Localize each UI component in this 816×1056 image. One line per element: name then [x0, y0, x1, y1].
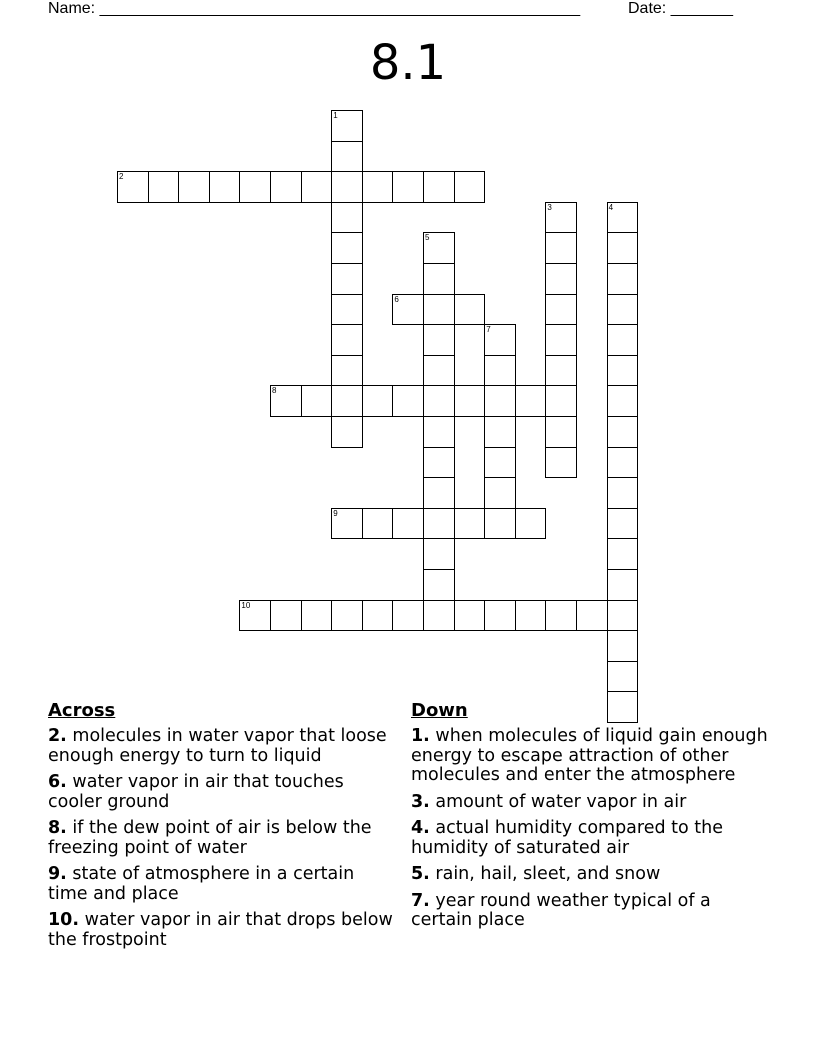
across-clues	[48, 700, 398, 957]
crossword-cell[interactable]	[178, 171, 210, 203]
crossword-cell[interactable]	[607, 202, 639, 234]
clue-number-label: 4	[608, 202, 614, 212]
clue-item	[411, 793, 771, 813]
clue-number: 1.	[411, 726, 430, 746]
crossword-cell[interactable]	[607, 569, 639, 601]
clue-number-label: 5	[425, 233, 430, 243]
clue-text: rain, hail, sleet, and snow	[435, 864, 661, 884]
crossword-cell[interactable]	[607, 600, 639, 632]
clue-number: 2.	[48, 726, 67, 746]
crossword-cell[interactable]	[301, 171, 333, 203]
crossword-cell[interactable]	[607, 416, 639, 448]
crossword-cell[interactable]	[362, 600, 394, 632]
crossword-cell[interactable]	[392, 294, 424, 326]
crossword-cell[interactable]	[331, 385, 363, 417]
crossword-cell[interactable]	[423, 508, 455, 540]
crossword-cell[interactable]	[515, 508, 547, 540]
clue-text: year round weather typical of a certain place	[411, 890, 711, 930]
crossword-cell[interactable]	[454, 294, 486, 326]
crossword-cell[interactable]	[362, 385, 394, 417]
crossword-cell[interactable]	[545, 447, 577, 479]
clue-number-label: 6	[394, 294, 399, 304]
clue-number: 10.	[48, 910, 80, 930]
crossword-cell[interactable]	[484, 385, 516, 417]
crossword-cell[interactable]	[239, 171, 271, 203]
crossword-cell[interactable]	[454, 385, 486, 417]
crossword-cell[interactable]	[545, 416, 577, 448]
crossword-cell[interactable]	[392, 385, 424, 417]
clue-text: when molecules of liquid gain enough energy to escape attraction of other molecules and enter the atmosphere	[411, 726, 768, 785]
clue-text: state of atmosphere in a certain time and place	[48, 864, 355, 904]
crossword-cell[interactable]	[607, 263, 639, 295]
crossword-cell[interactable]	[362, 171, 394, 203]
crossword-cell[interactable]	[484, 508, 516, 540]
crossword-cell[interactable]	[423, 600, 455, 632]
clue-number: 8.	[48, 818, 67, 838]
crossword-cell[interactable]	[484, 355, 516, 387]
crossword-cell[interactable]	[607, 232, 639, 264]
clue-number-label: 9	[333, 508, 338, 518]
crossword-cell[interactable]	[454, 600, 486, 632]
crossword-cell[interactable]	[545, 600, 577, 632]
clue-text: amount of water vapor in air	[435, 791, 687, 812]
clue-number-label: 3	[547, 202, 552, 212]
crossword-cell[interactable]	[484, 416, 516, 448]
crossword-cell[interactable]	[362, 508, 394, 540]
crossword-cell[interactable]	[270, 600, 302, 632]
crossword-cell[interactable]	[515, 385, 547, 417]
clue-item	[48, 911, 398, 950]
crossword-cell[interactable]	[331, 263, 363, 295]
crossword-cell[interactable]	[607, 661, 639, 693]
crossword-cell[interactable]	[423, 385, 455, 417]
crossword-cell[interactable]	[607, 355, 639, 387]
crossword-cell[interactable]	[607, 508, 639, 540]
clue-item	[48, 773, 398, 812]
down-heading: Down	[411, 700, 468, 721]
crossword-cell[interactable]	[392, 171, 424, 203]
crossword-cell[interactable]	[270, 385, 302, 417]
crossword-cell[interactable]	[423, 355, 455, 387]
clue-item	[411, 819, 771, 858]
name-field-label[interactable]: Name: ______________________________________________________	[48, 0, 581, 17]
clue-number: 9.	[48, 864, 67, 884]
crossword-cell[interactable]	[545, 324, 577, 356]
clue-number: 7.	[411, 890, 430, 911]
clue-number: 5.	[411, 864, 430, 884]
clue-number-label: 2	[119, 172, 124, 182]
crossword-cell[interactable]	[545, 202, 577, 234]
crossword-cell[interactable]	[301, 600, 333, 632]
clue-number: 6.	[48, 772, 67, 792]
crossword-cell[interactable]	[148, 171, 180, 203]
clue-number: 3.	[411, 791, 430, 812]
clue-number-label: 10	[241, 600, 251, 610]
clue-text: water vapor in air that drops below the frostpoint	[48, 910, 393, 950]
crossword-cell[interactable]	[423, 232, 455, 264]
crossword-cell[interactable]	[331, 355, 363, 387]
clue-item	[48, 865, 398, 904]
crossword-cell[interactable]	[331, 110, 363, 142]
clue-number: 4.	[411, 818, 430, 838]
clue-text: water vapor in air that touches cooler ground	[48, 772, 344, 812]
across-heading: Across	[48, 700, 116, 721]
crossword-cell[interactable]	[545, 355, 577, 387]
crossword-cell[interactable]	[607, 294, 639, 326]
crossword-cell[interactable]	[331, 202, 363, 234]
crossword-cell[interactable]	[607, 538, 639, 570]
clue-text: molecules in water vapor that loose enough energy to turn to liquid	[48, 726, 387, 766]
crossword-cell[interactable]	[423, 447, 455, 479]
clue-number-label: 8	[272, 386, 277, 396]
crossword-cell[interactable]	[576, 600, 608, 632]
clue-number-label: 7	[486, 325, 491, 335]
crossword-cell[interactable]	[423, 538, 455, 570]
crossword-cell[interactable]	[423, 324, 455, 356]
crossword-cell[interactable]	[270, 171, 302, 203]
crossword-cell[interactable]	[331, 294, 363, 326]
crossword-cell[interactable]	[423, 171, 455, 203]
crossword-cell[interactable]	[607, 447, 639, 479]
clue-text: actual humidity compared to the humidity of saturated air	[411, 818, 724, 858]
crossword-cell[interactable]	[239, 600, 271, 632]
crossword-cell[interactable]	[331, 508, 363, 540]
crossword-cell[interactable]	[484, 324, 516, 356]
crossword-cell[interactable]	[117, 171, 149, 203]
crossword-cell[interactable]	[331, 141, 363, 173]
date-field-label[interactable]: Date: _______	[628, 0, 733, 17]
crossword-cell[interactable]	[484, 477, 516, 509]
clue-item	[48, 819, 398, 858]
crossword-cell[interactable]	[301, 385, 333, 417]
crossword-cell[interactable]	[331, 600, 363, 632]
crossword-cell[interactable]	[454, 171, 486, 203]
crossword-cell[interactable]	[607, 324, 639, 356]
crossword-cell[interactable]	[545, 232, 577, 264]
page-title: 8.1	[369, 35, 447, 91]
down-clues	[411, 700, 771, 938]
clue-item	[411, 727, 771, 786]
crossword-cell[interactable]	[607, 630, 639, 662]
crossword-cell[interactable]	[607, 385, 639, 417]
crossword-cell[interactable]	[484, 447, 516, 479]
crossword-cell[interactable]	[209, 171, 241, 203]
crossword-cell[interactable]	[515, 600, 547, 632]
crossword-cell[interactable]	[545, 263, 577, 295]
crossword-cell[interactable]	[423, 416, 455, 448]
crossword-cell[interactable]	[331, 232, 363, 264]
crossword-cell[interactable]	[484, 600, 516, 632]
crossword-cell[interactable]	[454, 508, 486, 540]
crossword-cell[interactable]	[423, 569, 455, 601]
crossword-cell[interactable]	[331, 416, 363, 448]
clue-item	[411, 892, 771, 931]
crossword-cell[interactable]	[423, 477, 455, 509]
crossword-cell[interactable]	[392, 600, 424, 632]
crossword-cell[interactable]	[545, 385, 577, 417]
clue-text: if the dew point of air is below the freezing point of water	[48, 818, 372, 858]
clue-item	[411, 865, 771, 885]
crossword-cell[interactable]	[331, 324, 363, 356]
crossword-cell[interactable]	[331, 171, 363, 203]
clue-number-label: 1	[333, 111, 338, 120]
clue-item	[48, 727, 398, 766]
crossword-cell[interactable]	[545, 294, 577, 326]
crossword-cell[interactable]	[392, 508, 424, 540]
crossword-cell[interactable]	[423, 294, 455, 326]
crossword-cell[interactable]	[423, 263, 455, 295]
crossword-cell[interactable]	[607, 477, 639, 509]
